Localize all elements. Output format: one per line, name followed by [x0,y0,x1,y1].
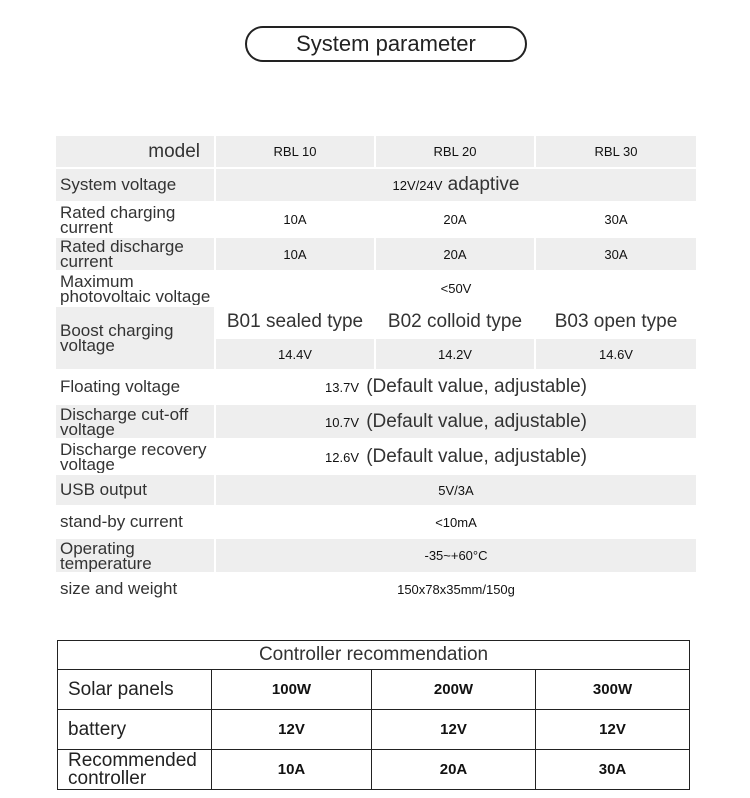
usb-output-label: USB output [55,474,215,506]
reco-solar-label: Solar panels [58,670,212,710]
discharge-cutoff-number: 10.7V [325,414,359,430]
reco-battery-3: 12V [536,710,690,750]
page-title-text: System parameter [296,31,476,56]
discharge-cutoff-label: Discharge cut-off voltage [55,404,215,439]
table-row-boost-types [55,306,697,338]
table-row-discharge-cutoff [55,404,697,439]
controller-recommendation-table [57,640,690,790]
model-rbl10: RBL 10 [215,135,375,168]
reco-controller-2: 20A [372,750,536,790]
model-rbl20: RBL 20 [375,135,535,168]
reco-solar-3: 300W [536,670,690,710]
boost-type-b02: B02 colloid type [375,306,535,338]
reco-controller-1: 10A [212,750,372,790]
discharge-recovery-value [215,439,697,474]
system-voltage-mode: adaptive [442,174,520,195]
max-pv-voltage-value: <50V [215,271,697,306]
boost-value-b01: 14.4V [215,338,375,370]
table-row-usb-output [55,474,697,506]
rated-charging-rbl30: 30A [535,202,697,237]
operating-temperature-value: -35~+60°C [215,538,697,573]
table-row-rated-charging [55,202,697,237]
system-voltage-value [215,168,697,202]
table-row-rated-discharge [55,237,697,271]
reco-row-battery [58,710,690,750]
discharge-recovery-label: Discharge recovery voltage [55,439,215,474]
rated-charging-rbl20: 20A [375,202,535,237]
model-label: model [55,135,215,168]
floating-voltage-note: (Default value, adjustable) [366,376,587,397]
system-parameter-table [54,134,698,606]
table-row-max-pv-voltage [55,271,697,306]
table-row-operating-temperature [55,538,697,573]
reco-row-controller [58,750,690,790]
rated-discharge-label: Rated discharge current [55,237,215,271]
boost-charging-label: Boost charging voltage [55,306,215,370]
model-rbl30: RBL 30 [535,135,697,168]
floating-voltage-value [215,370,697,404]
boost-value-b03: 14.6V [535,338,697,370]
discharge-recovery-number: 12.6V [325,449,359,465]
reco-solar-1: 100W [212,670,372,710]
table-row-standby-current [55,506,697,538]
reco-battery-2: 12V [372,710,536,750]
boost-type-b01: B01 sealed type [215,306,375,338]
reco-row-solar-panels [58,670,690,710]
reco-controller-3: 30A [536,750,690,790]
page-title [245,26,527,62]
rated-discharge-rbl10: 10A [215,237,375,271]
table-row-floating-voltage [55,370,697,404]
table-row-model [55,135,697,168]
reco-controller-label: Recommended controller [58,750,212,790]
standby-current-value: <10mA [215,506,697,538]
reco-title: Controller recommendation [58,641,690,670]
discharge-recovery-note: (Default value, adjustable) [366,445,587,467]
table-row-discharge-recovery [55,439,697,474]
rated-discharge-rbl30: 30A [535,237,697,271]
table-row-size-weight [55,573,697,605]
usb-output-value: 5V/3A [215,474,697,506]
reco-battery-1: 12V [212,710,372,750]
reco-solar-2: 200W [372,670,536,710]
size-weight-value: 150x78x35mm/150g [215,573,697,605]
table-row-system-voltage [55,168,697,202]
size-weight-label: size and weight [55,573,215,605]
system-voltage-number: 12V/24V [392,178,443,193]
standby-current-label: stand-by current [55,506,215,538]
max-pv-voltage-label-line1: Maximum [60,271,134,291]
floating-voltage-label: Floating voltage [55,370,215,404]
discharge-cutoff-value [215,404,697,439]
reco-battery-label: battery [58,710,212,750]
operating-temperature-label: Operating temperature [55,538,215,573]
rated-discharge-rbl20: 20A [375,237,535,271]
system-voltage-label: System voltage [55,168,215,202]
max-pv-voltage-label [55,271,215,306]
max-pv-voltage-label-line2: photovoltaic voltage [60,286,211,306]
boost-type-b03: B03 open type [535,306,697,338]
rated-charging-rbl10: 10A [215,202,375,237]
discharge-cutoff-note: (Default value, adjustable) [366,410,587,432]
reco-header-row [58,641,690,670]
floating-voltage-number: 13.7V [325,380,359,395]
rated-charging-label: Rated charging current [55,202,215,237]
boost-value-b02: 14.2V [375,338,535,370]
